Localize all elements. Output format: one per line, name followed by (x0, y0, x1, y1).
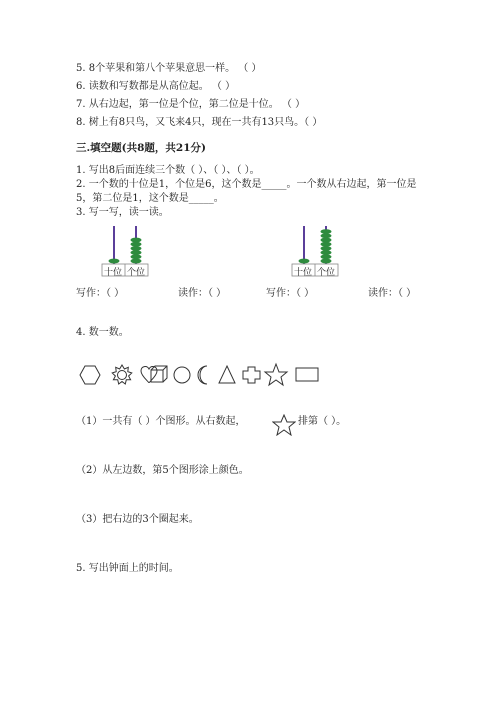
judge-item-5: 5. 8个苹果和第八个苹果意思一样。 （ ） (76, 63, 262, 74)
fill-item-2: 2. 一个数的十位是1，个位是6，这个数是_____。一个数从右边起，第一位是 (76, 179, 417, 190)
abacus-bead (299, 259, 310, 264)
abacus-bead (321, 254, 332, 259)
cube-icon (151, 366, 167, 382)
abacus-bead (321, 229, 332, 234)
circle-icon (174, 367, 190, 383)
q5-title: 5. 写出钟面上的时间。 (76, 563, 179, 574)
fill-item-1: 1. 写出8后面连续三个数（ ）、（ ）、（ ）。 (76, 165, 260, 176)
abacus-bead (109, 259, 120, 264)
abacus-bead (321, 238, 332, 243)
q4-sub3: （3）把右边的3个圈起来。 (76, 514, 199, 525)
read-1: 读作：（ ） (178, 288, 227, 299)
judge-item-7: 7. 从右边起，第一位是个位，第二位是十位。 （ ） (76, 99, 306, 110)
q4-sub1-rank: 排第（ ）。 (298, 416, 347, 427)
sun-icon (112, 365, 132, 384)
abacus-bead (321, 242, 332, 247)
abacus-bead (131, 254, 142, 259)
abacus-bead (321, 246, 332, 251)
abacus-2-tens-label: 十位 (294, 268, 313, 278)
abacus-bead (131, 238, 142, 243)
read-2: 读作：（ ） (368, 288, 417, 299)
judge-item-8: 8. 树上有8只鸟，又飞来4只，现在一共有13只鸟。（ ） (76, 117, 323, 128)
q4-sub1-text: （1）一共有（ ）个图形。从右数起， (76, 416, 246, 427)
abacus-bead (131, 259, 142, 264)
cross-icon (243, 367, 260, 383)
abacus-bead (321, 259, 332, 264)
hexagon-icon (80, 366, 100, 384)
abacus-bead (131, 250, 142, 255)
star-icon (272, 414, 296, 436)
judge-item-6: 6. 读数和写数都是从高位起。 （ ） (76, 81, 236, 92)
abacus-1-tens-label: 十位 (104, 268, 123, 278)
fill-item-3: 3. 写一写，读一读。 (76, 207, 169, 218)
abacus-2-ones-label: 个位 (317, 268, 336, 278)
fill-item-2-cont: 5，第二位是1，这个数是_____。 (76, 193, 224, 204)
abacus-bead (131, 242, 142, 247)
abacus-bead (131, 246, 142, 251)
write-2: 写作：（ ） (266, 288, 315, 299)
abacus-bead (321, 233, 332, 238)
crescent-icon (198, 366, 207, 384)
rectangle-icon (296, 368, 318, 381)
abacus-1-ones-label: 个位 (127, 268, 146, 278)
shapes-row (74, 362, 324, 388)
q4-title: 4. 数一数。 (76, 327, 129, 338)
triangle-icon (219, 366, 235, 383)
heart-icon (141, 367, 157, 383)
q4-sub2: （2）从左边数，第5个图形涂上颜色。 (76, 465, 249, 476)
star-icon (265, 364, 287, 385)
write-1: 写作：（ ） (76, 288, 125, 299)
section-title: 三.填空题(共8题，共21分) (76, 142, 207, 154)
abacus-bead (321, 250, 332, 255)
